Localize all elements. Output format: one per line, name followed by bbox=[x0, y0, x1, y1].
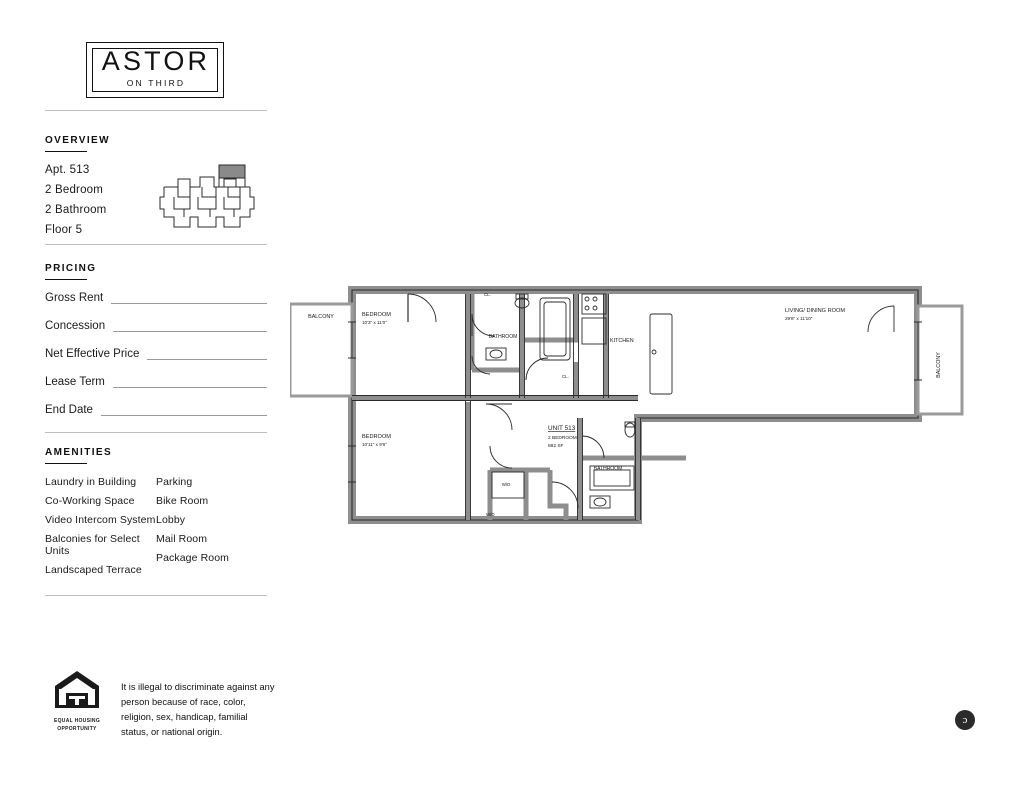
amenity-item: Video Intercom System bbox=[45, 514, 156, 526]
overview-heading: OVERVIEW bbox=[45, 135, 110, 146]
closet-3-label: W/D bbox=[486, 512, 495, 517]
amenity-item: Bike Room bbox=[156, 495, 209, 507]
kitchen-label: KITCHEN bbox=[610, 338, 634, 344]
floorplan bbox=[290, 270, 970, 540]
footer bbox=[45, 668, 275, 740]
amenity-item: Laundry in Building bbox=[45, 476, 137, 488]
unit-beds: 2 BEDROOM bbox=[548, 436, 577, 441]
bathroom-upper-label: BATHROOM bbox=[488, 334, 518, 340]
amenities-section bbox=[45, 447, 267, 583]
legal-disclaimer: It is illegal to discriminate against any person because of race, color, religion, sex, handicap, familial status, or national origin. bbox=[121, 682, 275, 738]
pricing-row-gross-rent bbox=[45, 292, 267, 304]
pricing-heading-underline bbox=[45, 279, 87, 280]
balcony-right bbox=[918, 306, 962, 414]
overview-apartment: Apt. 513 bbox=[45, 164, 90, 176]
pricing-heading: PRICING bbox=[45, 263, 97, 274]
pricing-label-end-date: End Date bbox=[45, 404, 93, 416]
amenities-heading-underline bbox=[45, 463, 87, 464]
overview-section bbox=[45, 135, 267, 236]
overview-floor: Floor 5 bbox=[45, 224, 83, 236]
keyplan-highlighted-unit bbox=[219, 165, 245, 178]
unit-title: UNIT 513 bbox=[548, 425, 576, 432]
equal-housing-block bbox=[45, 668, 109, 740]
brand-tagline: ON THIRD bbox=[126, 78, 186, 88]
corner-brand-icon: ɔ bbox=[955, 710, 975, 730]
amenities-column-right bbox=[156, 476, 267, 583]
pricing-row-end-date bbox=[45, 404, 267, 416]
living-room-label: LIVING/ DINING ROOM bbox=[785, 308, 845, 314]
floorplan-walls bbox=[352, 290, 918, 520]
amenities-heading: AMENITIES bbox=[45, 447, 113, 458]
washer-dryer-label: W/D bbox=[501, 482, 511, 487]
amenity-item: Parking bbox=[156, 476, 193, 488]
divider-below-logo bbox=[45, 110, 267, 111]
amenity-item: Package Room bbox=[156, 552, 229, 564]
amenity-item: Lobby bbox=[156, 514, 186, 526]
brand-name: ASTOR bbox=[101, 46, 211, 76]
closet-1-label: CL. bbox=[484, 292, 491, 297]
equal-housing-icon bbox=[53, 668, 101, 710]
equal-housing-line2: OPPORTUNITY bbox=[57, 725, 97, 732]
amenity-item: Landscaped Terrace bbox=[45, 564, 142, 576]
overview-bedrooms: 2 Bedroom bbox=[45, 184, 104, 196]
brand-logo bbox=[45, 30, 267, 110]
amenity-item: Mail Room bbox=[156, 533, 208, 545]
equal-housing-line1: EQUAL HOUSING bbox=[53, 718, 101, 724]
pricing-row-concession bbox=[45, 320, 267, 332]
balcony-left bbox=[290, 304, 352, 396]
pricing-label-net-effective-price: Net Effective Price bbox=[45, 348, 140, 360]
pricing-value-end-date[interactable] bbox=[101, 404, 267, 416]
floorplan-svg bbox=[290, 270, 970, 540]
overview-heading-underline bbox=[45, 151, 87, 152]
closet-2-label: CL. bbox=[562, 374, 569, 379]
bathroom-lower-label: BATHROOM bbox=[593, 466, 623, 472]
overview-bathrooms: 2 Bathroom bbox=[45, 204, 107, 216]
bedroom2-label: BEDROOM bbox=[362, 434, 391, 440]
pricing-section bbox=[45, 263, 267, 416]
amenity-item: Co-Working Space bbox=[45, 495, 135, 507]
pricing-row-lease-term bbox=[45, 376, 267, 388]
info-panel bbox=[45, 30, 267, 596]
amenities-column-left bbox=[45, 476, 156, 583]
balcony-right-label: BALCONY bbox=[936, 352, 942, 378]
pricing-label-lease-term: Lease Term bbox=[45, 376, 105, 388]
floor-keyplan-diagram bbox=[157, 153, 267, 247]
pricing-value-concession[interactable] bbox=[113, 320, 267, 332]
pricing-label-gross-rent: Gross Rent bbox=[45, 292, 104, 304]
pricing-row-net-effective-price bbox=[45, 348, 267, 360]
bedroom1-label: BEDROOM bbox=[362, 312, 391, 318]
bedroom1-dims: 10'3" x 11'0" bbox=[362, 320, 387, 325]
divider-below-amenities bbox=[45, 595, 267, 596]
balcony-left-label: BALCONY bbox=[308, 314, 334, 320]
living-room-dims: 29'8" x 11'10" bbox=[785, 316, 813, 321]
bedroom2-dims: 10'11" x 9'6" bbox=[362, 442, 387, 447]
pricing-value-gross-rent[interactable] bbox=[111, 292, 267, 304]
equal-housing-caption bbox=[45, 718, 109, 733]
pricing-label-concession: Concession bbox=[45, 320, 106, 332]
pricing-value-lease-term[interactable] bbox=[113, 376, 267, 388]
amenity-item: Balconies for Select Units bbox=[45, 533, 140, 557]
divider-below-pricing bbox=[45, 432, 267, 433]
unit-area: 882 SF bbox=[548, 444, 564, 449]
pricing-value-net-effective-price[interactable] bbox=[147, 348, 267, 360]
